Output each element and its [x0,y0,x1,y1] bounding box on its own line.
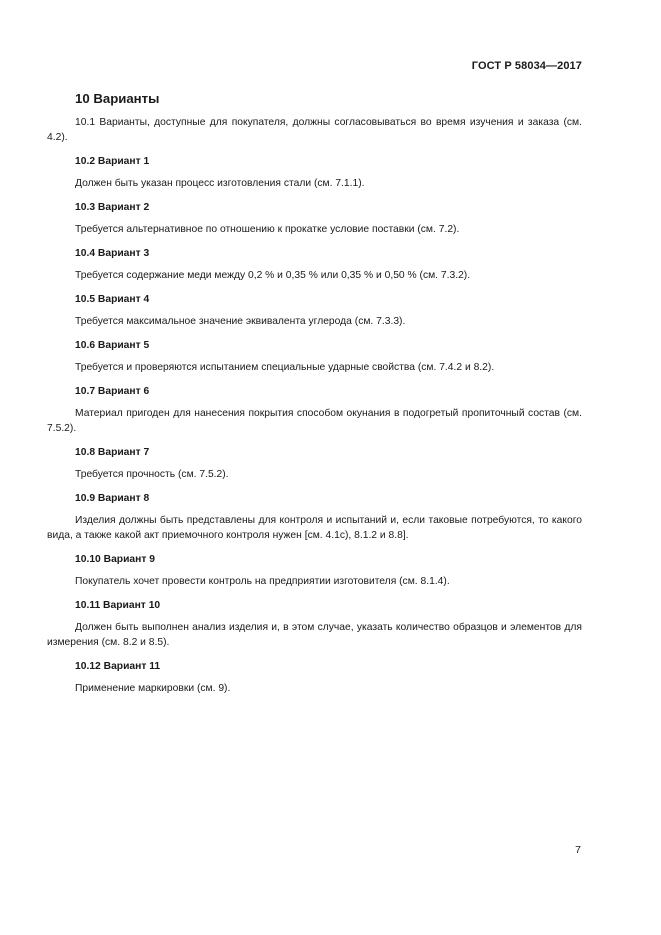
subsection-heading: 10.8 Вариант 7 [75,447,150,458]
subsection-text: Должен быть указан процесс изготовления стали (см. 7.1.1). [75,178,365,189]
subsection-text: Изделия должны быть представлены для контроля и испытаний и, если таковые потребуются, то какого вида, а также какой акт приемочного контроля нужен [см. 4.1с), 8.1.2 и 8.8]. [47,515,582,541]
subsection-heading: 10.6 Вариант 5 [75,340,150,351]
subsection-heading: 10.2 Вариант 1 [75,156,150,167]
subsection-text: Применение маркировки (см. 9). [75,683,231,694]
intro-paragraph: 10.1 Варианты, доступные для покупателя, должны согласовываться во время изучения и заказа (см. 4.2). [47,117,582,143]
subsection-text: Требуется альтернативное по отношению к прокатке условие поставки (см. 7.2). [75,224,460,235]
subsection-text: Требуется и проверяются испытанием специальные ударные свойства (см. 7.4.2 и 8.2). [75,362,495,373]
section-title: 10 Варианты [75,91,160,106]
subsection-heading: 10.9 Вариант 8 [75,493,150,504]
document-id: ГОСТ Р 58034—2017 [471,60,582,72]
subsection-heading: 10.7 Вариант 6 [75,386,150,397]
subsection-heading: 10.11 Вариант 10 [75,600,161,611]
subsection-text: Требуется максимальное значение эквивалента углерода (см. 7.3.3). [75,316,406,327]
page-number: 7 [575,844,581,856]
subsection-text: Покупатель хочет провести контроль на предприятии изготовителя (см. 8.1.4). [75,576,450,587]
section-body [47,115,582,696]
subsection-heading: 10.3 Вариант 2 [75,202,150,213]
subsection-heading: 10.5 Вариант 4 [75,294,150,305]
subsection-text: Должен быть выполнен анализ изделия и, в этом случае, указать количество образцов и элементов для измерения (см. 8.2 и 8.5). [47,622,582,648]
subsection-text: Требуется прочность (см. 7.5.2). [75,469,229,480]
subsection-heading: 10.4 Вариант 3 [75,248,150,259]
subsection-heading: 10.10 Вариант 9 [75,554,155,565]
subsection-text: Материал пригоден для нанесения покрытия способом окунания в подогретый пропиточный состав (см. 7.5.2). [47,408,582,434]
subsection-text: Требуется содержание меди между 0,2 % и 0,35 % или 0,35 % и 0,50 % (см. 7.3.2). [75,270,471,281]
subsection-heading: 10.12 Вариант 11 [75,661,161,672]
